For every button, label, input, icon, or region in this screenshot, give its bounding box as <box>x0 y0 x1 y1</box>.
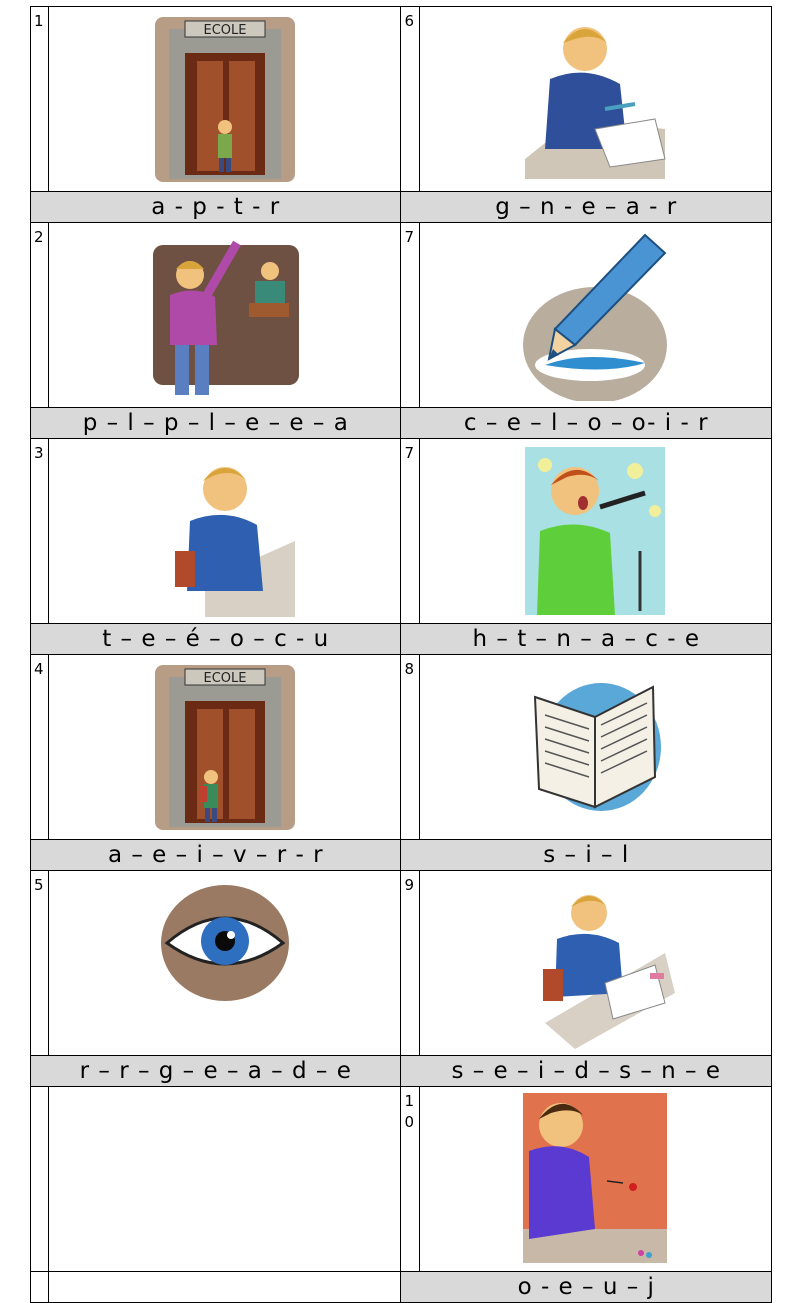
item-number-6: 6 <box>401 7 419 192</box>
boy-singing-icon <box>515 441 675 617</box>
picture-cell-1 <box>49 7 401 192</box>
letters-row-2 <box>31 408 772 439</box>
item-number-2: 2 <box>31 223 49 408</box>
picture-row-4 <box>31 655 772 840</box>
scrambled-letters-4: a – e – i – v – r - r <box>31 840 401 871</box>
blank-cell-a <box>31 1272 49 1303</box>
picture-cell-7a <box>419 223 772 408</box>
picture-cell-9 <box>419 871 772 1056</box>
letters-row-3 <box>31 624 772 655</box>
scrambled-letters-10: o - e – u – j <box>401 1272 772 1303</box>
scrambled-letters-1: a - p - t - r <box>31 192 401 223</box>
picture-cell-6 <box>419 7 772 192</box>
school-door-entering-icon <box>145 9 305 185</box>
picture-cell-2 <box>49 223 401 408</box>
item-number-8: 8 <box>401 655 419 840</box>
eye-icon <box>145 873 305 1049</box>
item-number-7b: 7 <box>401 439 419 624</box>
picture-cell-5 <box>49 871 401 1056</box>
scrambled-letters-2: p – l – p – l – e – e – a <box>31 408 401 439</box>
boy-drawing-icon <box>515 873 675 1049</box>
picture-cell-8 <box>419 655 772 840</box>
svg-text:ECOLE: ECOLE <box>203 671 247 686</box>
picture-cell-3 <box>49 439 401 624</box>
boy-pointing-icon <box>145 225 305 401</box>
item-number-empty <box>31 1087 49 1272</box>
picture-row-5 <box>31 871 772 1056</box>
scrambled-letters-6: g – n - e – a - r <box>401 192 772 223</box>
picture-row-1 <box>31 7 772 192</box>
open-book-icon <box>515 657 675 833</box>
item-number-5: 5 <box>31 871 49 1056</box>
svg-text:ECOLE: ECOLE <box>203 23 247 38</box>
item-number-4: 4 <box>31 655 49 840</box>
school-door-leaving-icon <box>145 657 305 833</box>
scrambled-letters-7b: h – t – n – a – c - e <box>401 624 772 655</box>
letters-row-1 <box>31 192 772 223</box>
scrambled-letters-3: t – e – é – o – c - u <box>31 624 401 655</box>
picture-row-6 <box>31 1087 772 1272</box>
boy-playing-marbles-icon <box>515 1089 675 1265</box>
picture-cell-7b <box>419 439 772 624</box>
scrambled-letters-empty <box>49 1272 401 1303</box>
picture-cell-4 <box>49 655 401 840</box>
scrambled-letters-5: r – r – g – e – a – d – e <box>31 1056 401 1087</box>
word-scramble-table <box>30 6 772 1303</box>
item-number-9: 9 <box>401 871 419 1056</box>
letters-row-6 <box>31 1272 772 1303</box>
boy-listening-icon <box>145 441 305 617</box>
item-number-10: 1 0 <box>401 1087 419 1272</box>
letters-row-5 <box>31 1056 772 1087</box>
scrambled-letters-8: s – i – l <box>401 840 772 871</box>
worksheet <box>30 6 772 1303</box>
picture-cell-empty <box>49 1087 401 1272</box>
scrambled-letters-9: s – e – i – d – s – n – e <box>401 1056 772 1087</box>
item-number-3: 3 <box>31 439 49 624</box>
picture-row-3 <box>31 439 772 624</box>
picture-cell-10 <box>419 1087 772 1272</box>
scrambled-letters-7a: c – e – l – o – o- i - r <box>401 408 772 439</box>
item-number-1: 1 <box>31 7 49 192</box>
item-number-7a: 7 <box>401 223 419 408</box>
pencil-coloring-icon <box>515 225 675 401</box>
boy-cutting-paper-icon <box>515 9 675 185</box>
picture-row-2 <box>31 223 772 408</box>
letters-row-4 <box>31 840 772 871</box>
